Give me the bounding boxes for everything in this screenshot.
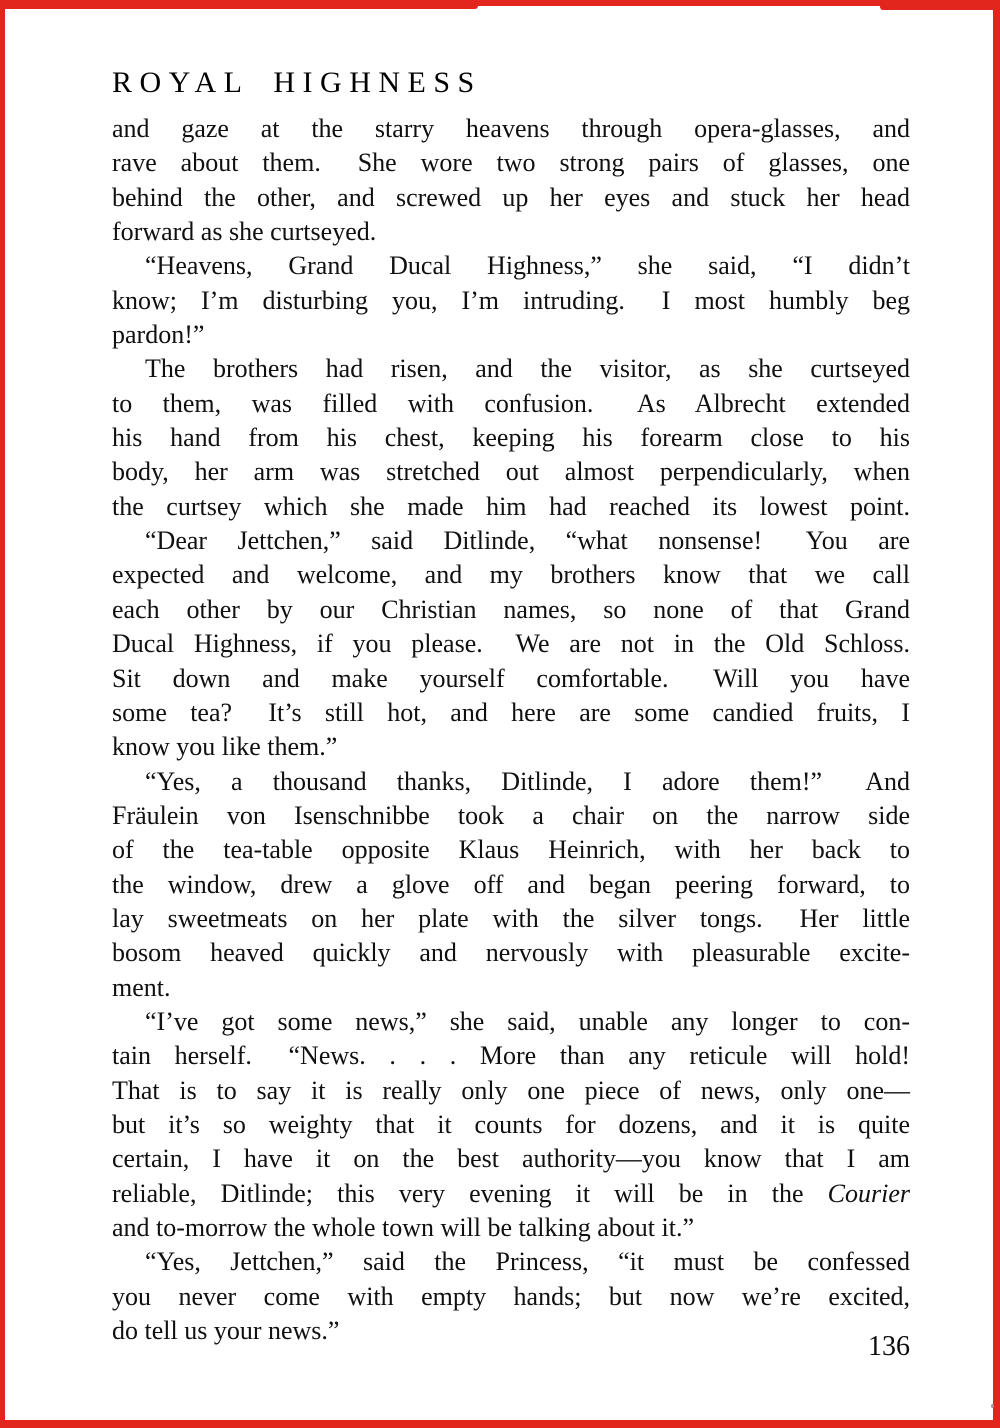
text-line: and gaze at the starry heavens through opera-glasses, and (112, 114, 910, 143)
red-page-edge-top-right (880, 0, 1000, 10)
text-line: the window, drew a glove off and began peering forward, to (112, 869, 910, 899)
scan-speck (991, 1404, 994, 1408)
text-line: tain herself. “News. . . . More than any reticule will hold! (112, 1041, 910, 1071)
text-line: “Dear Jettchen,” said Ditlinde, “what nonsense! You are (145, 526, 910, 556)
text-body (112, 112, 910, 1348)
text-line: Sit down and make yourself comfortable. Will you have (112, 663, 910, 693)
text-line: expected and welcome, and my brothers know that we call (112, 560, 910, 590)
red-page-edge-left (0, 0, 5, 1428)
text-line: ment. (112, 972, 171, 1002)
text-line: know; I’m disturbing you, I’m intruding. I most humbly beg (112, 285, 910, 315)
text-line: rave about them. She wore two strong pairs of glasses, one (112, 148, 910, 178)
text-line: behind the other, and screwed up her eyes and stuck her head (112, 182, 910, 212)
red-page-edge-bottom (0, 1420, 1000, 1428)
text-line: his hand from his chest, keeping his forearm close to his (112, 423, 910, 453)
text-line: That is to say it is really only one piece of news, only one— (112, 1075, 910, 1105)
text-line: bosom heaved quickly and nervously with pleasurable excite- (112, 938, 910, 968)
text-line: “I’ve got some news,” she said, unable any longer to con- (145, 1006, 910, 1036)
italic-text: Courier (827, 1178, 910, 1208)
text-line: Ducal Highness, if you please. We are not in the Old Schloss. (112, 629, 910, 659)
text-line: but it’s so weighty that it counts for dozens, and it is quite (112, 1109, 910, 1139)
text-line: The brothers had risen, and the visitor, as she curtseyed (145, 354, 910, 384)
text-line: and to-morrow the whole town will be talking about it.” (112, 1213, 694, 1242)
red-page-edge-right (993, 0, 1000, 1428)
running-header: ROYAL HIGHNESS (112, 66, 482, 99)
text-line: Fräulein von Isenschnibbe took a chair on the narrow side (112, 800, 910, 830)
text-line: each other by our Christian names, so none of that Grand (112, 594, 910, 624)
text-line: you never come with empty hands; but now we’re excited, (112, 1281, 910, 1311)
text-line: forward as she curtseyed. (112, 217, 377, 247)
text-line: of the tea-table opposite Klaus Heinrich, with her back to (112, 835, 910, 865)
page-number: 136 (868, 1331, 910, 1362)
text-line: lay sweetmeats on her plate with the silver tongs. Her little (112, 903, 910, 933)
text-line: “Yes, Jettchen,” said the Princess, “it must be confessed (145, 1247, 910, 1277)
text-line: to them, was filled with confusion. As Albrecht extended (112, 388, 910, 418)
text-line: body, her arm was stretched out almost perpendicularly, when (112, 457, 910, 487)
text-line: some tea? It’s still hot, and here are some candied fruits, I (112, 697, 910, 727)
text-line: pardon!” (112, 320, 205, 350)
text-line: reliable, Ditlinde; this very evening it will be in the Courier (112, 1178, 910, 1208)
text-line: “Heavens, Grand Ducal Highness,” she said, “I didn’t (145, 251, 910, 281)
text-line: do tell us your news.” (112, 1316, 340, 1346)
text-line: know you like them.” (112, 732, 338, 762)
text-line: “Yes, a thousand thanks, Ditlinde, I adore them!” And (145, 766, 910, 796)
text-line: certain, I have it on the best authority—you know that I am (112, 1144, 910, 1174)
red-page-edge-top-left (0, 0, 478, 9)
text-line: the curtsey which she made him had reached its lowest point. (112, 491, 910, 521)
